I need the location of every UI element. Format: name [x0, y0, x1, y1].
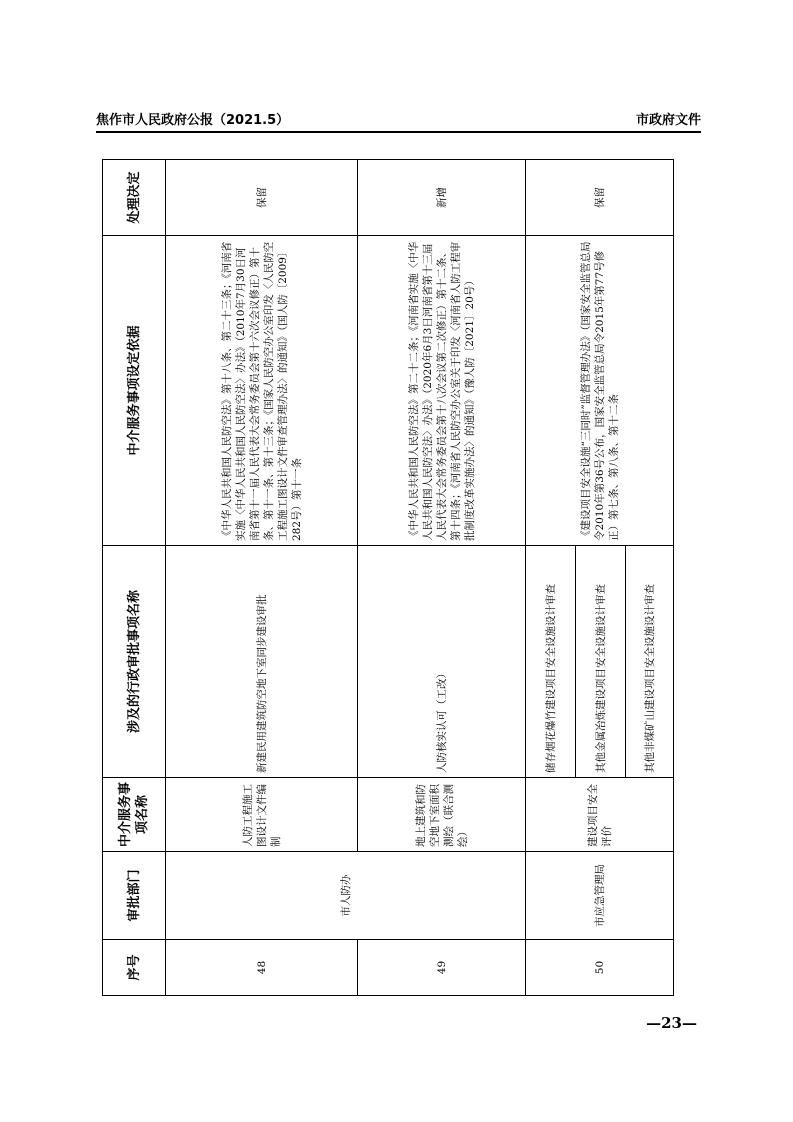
header-basis: 中介服务事项设定依据	[103, 236, 166, 546]
header-decision: 处理决定	[103, 160, 166, 236]
table-header-row	[103, 160, 166, 996]
row-approval: 储存烟花爆竹建设项目安全设施设计审查	[526, 546, 576, 778]
table-container	[102, 160, 668, 996]
header-service: 中介服务事项名称	[103, 778, 166, 852]
row-approval: 新建民用建筑防空地下室同步建设审批	[166, 546, 358, 778]
row-approval: 其他金属冶炼建设项目安全设施设计审查	[576, 546, 626, 778]
page-number: —23—	[646, 1014, 697, 1032]
section-title: 市政府文件	[635, 113, 701, 128]
header-approval: 涉及的行政审批事项名称	[103, 546, 166, 778]
intermediary-services-table	[102, 159, 674, 996]
page-header	[96, 109, 701, 131]
row-seq: 48	[166, 940, 358, 996]
row-basis: 《中华人民共和国人民防空法》第十八条、第二十三条；《河南省实施〈中华人民共和国人民防空法〉办法》（2010年7月30日河南省第十一届人民代表大会常务委员会第十六次会议修正）第十条、第十一条、第十三条；《国家人民防空办公室印发〈人民防空工程施工图设计文件审查管理办法〉的通知》（国人防〔2009〕282号）第十一条	[166, 236, 358, 546]
bulletin-title: 焦作市人民政府公报（2021.5）	[96, 113, 290, 128]
row-approval: 人防核实认可（工改）	[358, 546, 526, 778]
row-decision: 保留	[166, 160, 358, 236]
row-service: 地上建筑和防空地下室面积测绘（联合测绘）	[358, 778, 526, 852]
header-dept: 审批部门	[103, 852, 166, 940]
table-row	[526, 160, 576, 996]
row-seq: 50	[526, 940, 674, 996]
row-basis: 《建设项目安全设施“三同时”监督管理办法》（国家安全监管总局令2010年第36号公布，国家安全监管总局令2015年第77号修正）第七条、第八条、第十二条	[526, 236, 674, 546]
row-decision: 新增	[358, 160, 526, 236]
header-rule	[96, 131, 701, 133]
row-approval: 其他非煤矿山建设项目安全设施设计审查	[626, 546, 674, 778]
row-dept: 市应急管理局	[526, 852, 674, 940]
row-service: 建设项目安全评价	[526, 778, 674, 852]
row-dept: 市人防办	[166, 852, 526, 940]
row-seq: 49	[358, 940, 526, 996]
table-row	[166, 160, 358, 996]
row-basis: 《中华人民共和国人民防空法》第二十二条；《河南省实施〈中华人民共和国人民防空法〉办法》（2020年6月3日河南省第十三届人民代表大会常务委员会第十八次会议第二次修正）第十二条、第十四条；《河南省人民防空办公室关于印发〈河南省人防工程审批制度改革实施办法〉的通知》（豫人防〔2021〕20号）	[358, 236, 526, 546]
header-seq: 序号	[103, 940, 166, 996]
row-decision: 保留	[526, 160, 674, 236]
row-service: 人防工程施工图设计文件编制	[166, 778, 358, 852]
